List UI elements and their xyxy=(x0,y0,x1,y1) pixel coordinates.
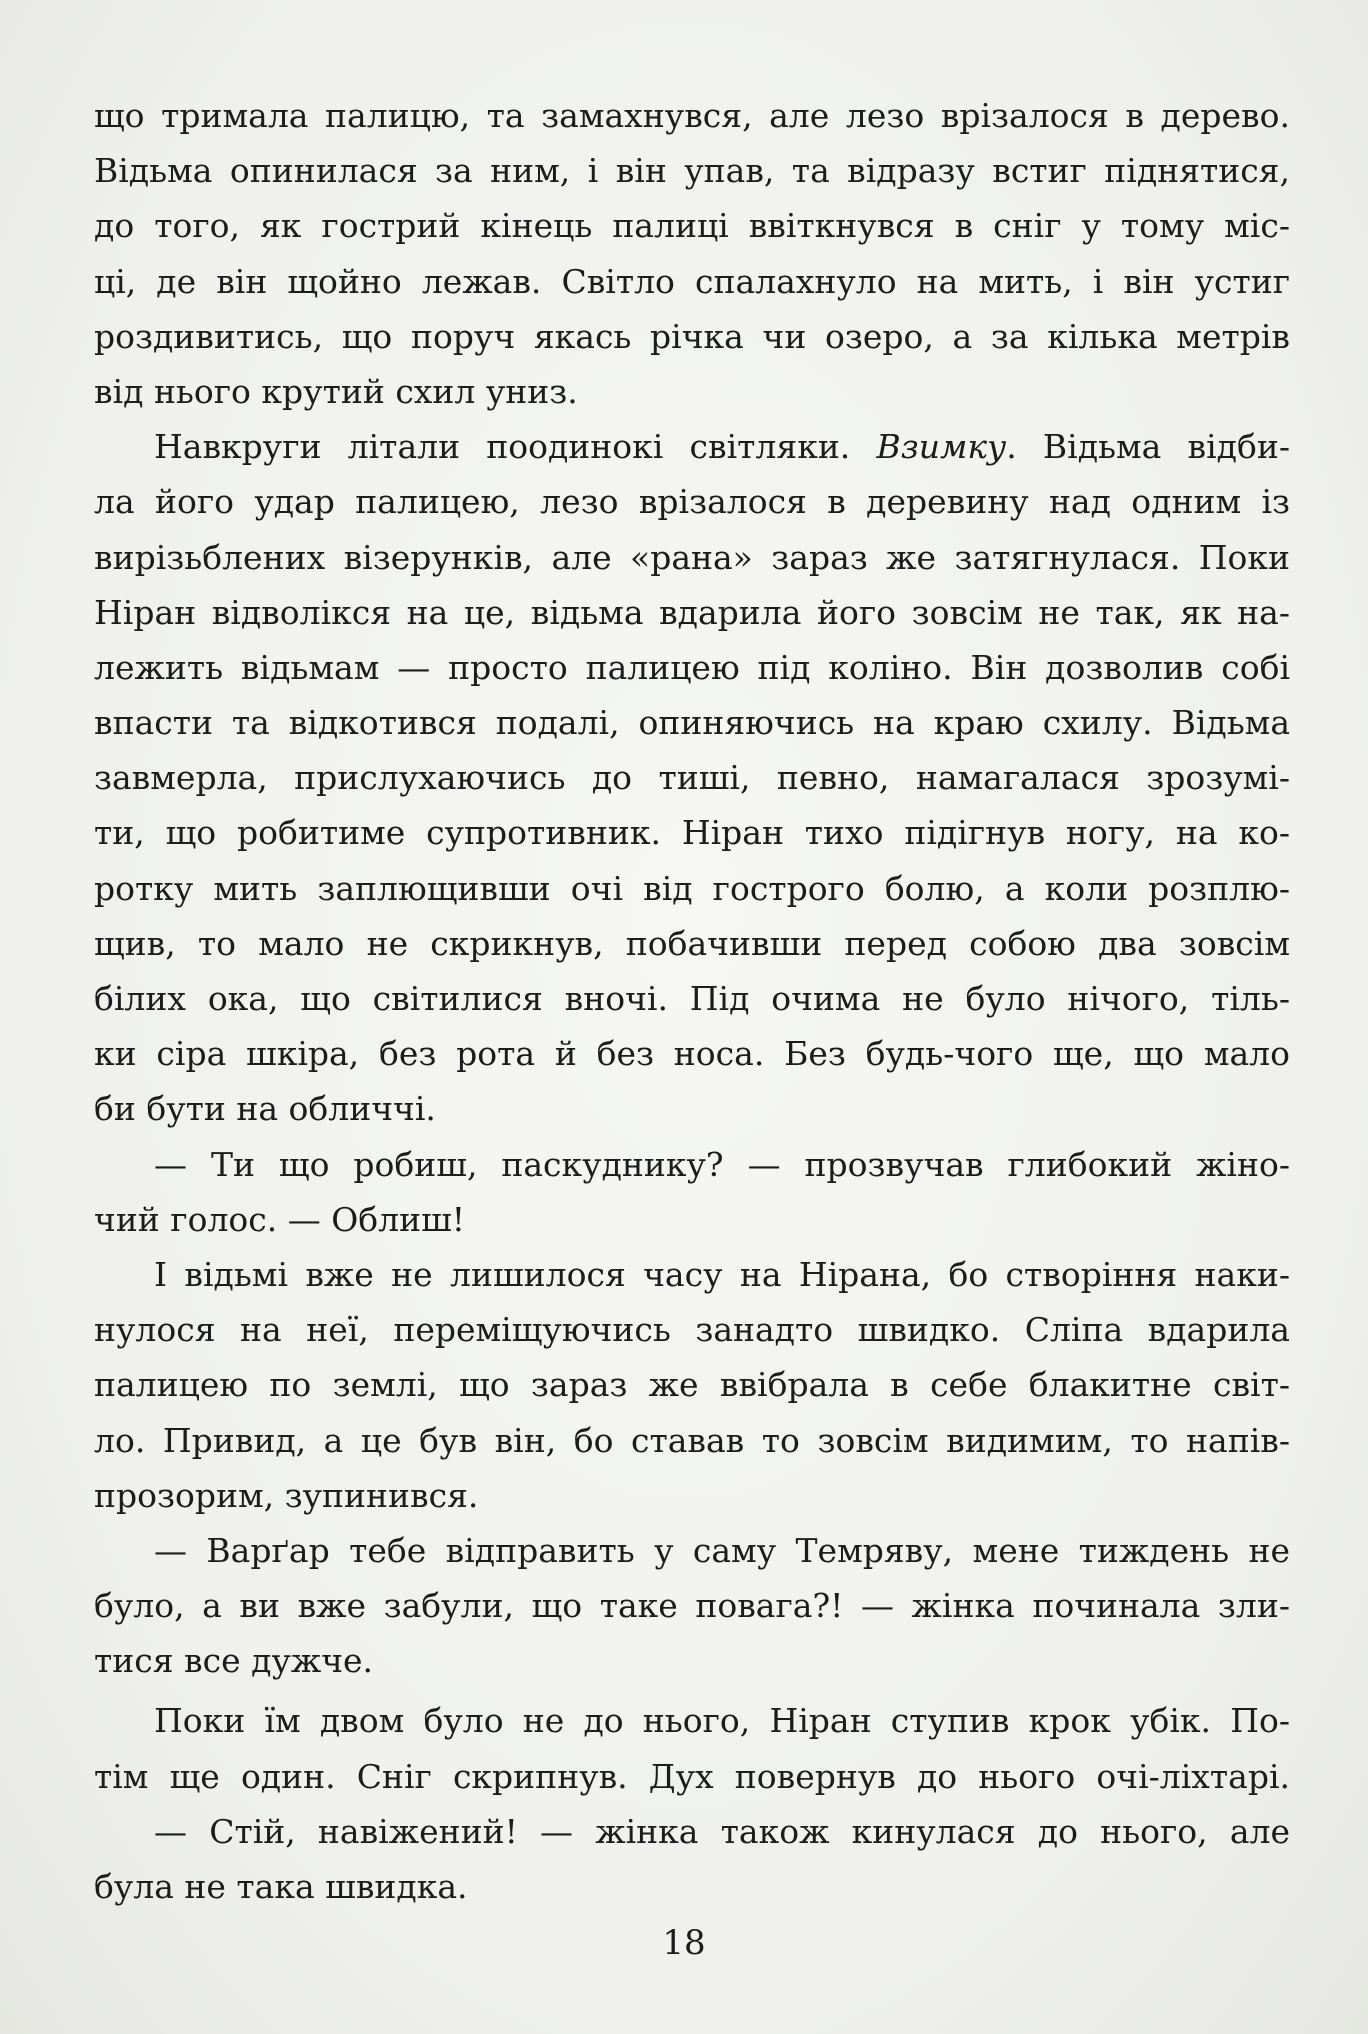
text-line: роздивитись, що поруч якась річка чи озеро, а за кілька метрів xyxy=(94,316,1290,356)
text-line: ки сіра шкіра, без рота й без носа. Без будь-чого ще, що мало xyxy=(94,1034,1290,1074)
text-fragment: . Відьма відби- xyxy=(1006,427,1290,467)
text-line: було, а ви вже забули, що таке повага?! — жінка починала зли- xyxy=(94,1586,1290,1626)
page-body-text xyxy=(94,88,1290,1914)
text-line: лежить відьмам — просто палицею під коліно. Він дозволив собі xyxy=(94,647,1290,687)
text-line: Відьма опинилася за ним, і він упав, та відразу встиг піднятися, xyxy=(94,151,1290,191)
text-line: ці, де він щойно лежав. Світло спалахнуло на мить, і він устиг xyxy=(94,261,1290,301)
text-line xyxy=(94,419,1290,474)
text-line: до того, як гострий кінець палиці ввіткнувся в сніг у тому міс- xyxy=(94,206,1290,246)
text-line: вирізьблених візерунків, але «рана» зараз же затягнулася. Поки xyxy=(94,537,1290,577)
text-line: ло. Привид, а це був він, бо ставав то зовсім видимим, то напів- xyxy=(94,1420,1290,1460)
text-line: щив, то мало не скрикнув, побачивши перед собою два зовсім xyxy=(94,923,1290,963)
italic-word: Взимку xyxy=(876,427,1007,467)
text-line: І відьмі вже не лишилося часу на Нірана, бо створіння наки- xyxy=(154,1254,1290,1294)
text-line: ротку мить заплющивши очі від гострого болю, а коли розплю- xyxy=(94,868,1290,908)
text-line: прозорим, зупинився. xyxy=(94,1475,479,1515)
text-line: — Стій, навіжений! — жінка також кинулася до нього, але xyxy=(154,1811,1290,1851)
text-line: би бути на обличчі. xyxy=(94,1089,436,1129)
text-line: від нього крутий схил униз. xyxy=(94,371,578,411)
text-line: чий голос. — Облиш! xyxy=(94,1199,466,1239)
text-line: впасти та відкотився подалі, опиняючись на краю схилу. Відьма xyxy=(94,703,1290,743)
text-line: тися все дужче. xyxy=(94,1641,374,1681)
text-line: ла його удар палицею, лезо врізалося в деревину над одним із xyxy=(94,482,1290,522)
text-line: була не така швидка. xyxy=(94,1867,468,1906)
text-line: що тримала палицю, та замахнувся, але лезо врізалося в дерево. xyxy=(94,96,1290,135)
text-line: тім ще один. Сніг скрипнув. Дух повернув до нього очі-ліхтарі. xyxy=(94,1756,1290,1796)
page-number: 18 xyxy=(662,1923,706,1963)
text-fragment: Навкруги літали поодинокі світляки. xyxy=(154,427,851,467)
text-line: білих ока, що світилися вночі. Під очима не було нічого, тіль- xyxy=(94,979,1290,1018)
text-line: нулося на неї, переміщуючись занадто швидко. Сліпа вдарила xyxy=(94,1310,1290,1350)
text-line: — Варґар тебе відправить у саму Темряву, мене тиждень не xyxy=(154,1530,1290,1570)
text-line: палицею по землі, що зараз же ввібрала в себе блакитне світ- xyxy=(94,1365,1290,1405)
text-line: — Ти що робиш, паскуднику? — прозвучав глибокий жіно- xyxy=(154,1144,1290,1184)
text-line: Ніран відволікся на це, відьма вдарила його зовсім не так, як на- xyxy=(94,592,1290,632)
text-line: Поки їм двом було не до нього, Ніран ступив крок убік. По- xyxy=(154,1701,1290,1741)
text-line: завмерла, прислухаючись до тиші, певно, намагалася зрозумі- xyxy=(94,758,1290,798)
text-line: ти, що робитиме супротивник. Ніран тихо підігнув ногу, на ко- xyxy=(94,813,1290,853)
